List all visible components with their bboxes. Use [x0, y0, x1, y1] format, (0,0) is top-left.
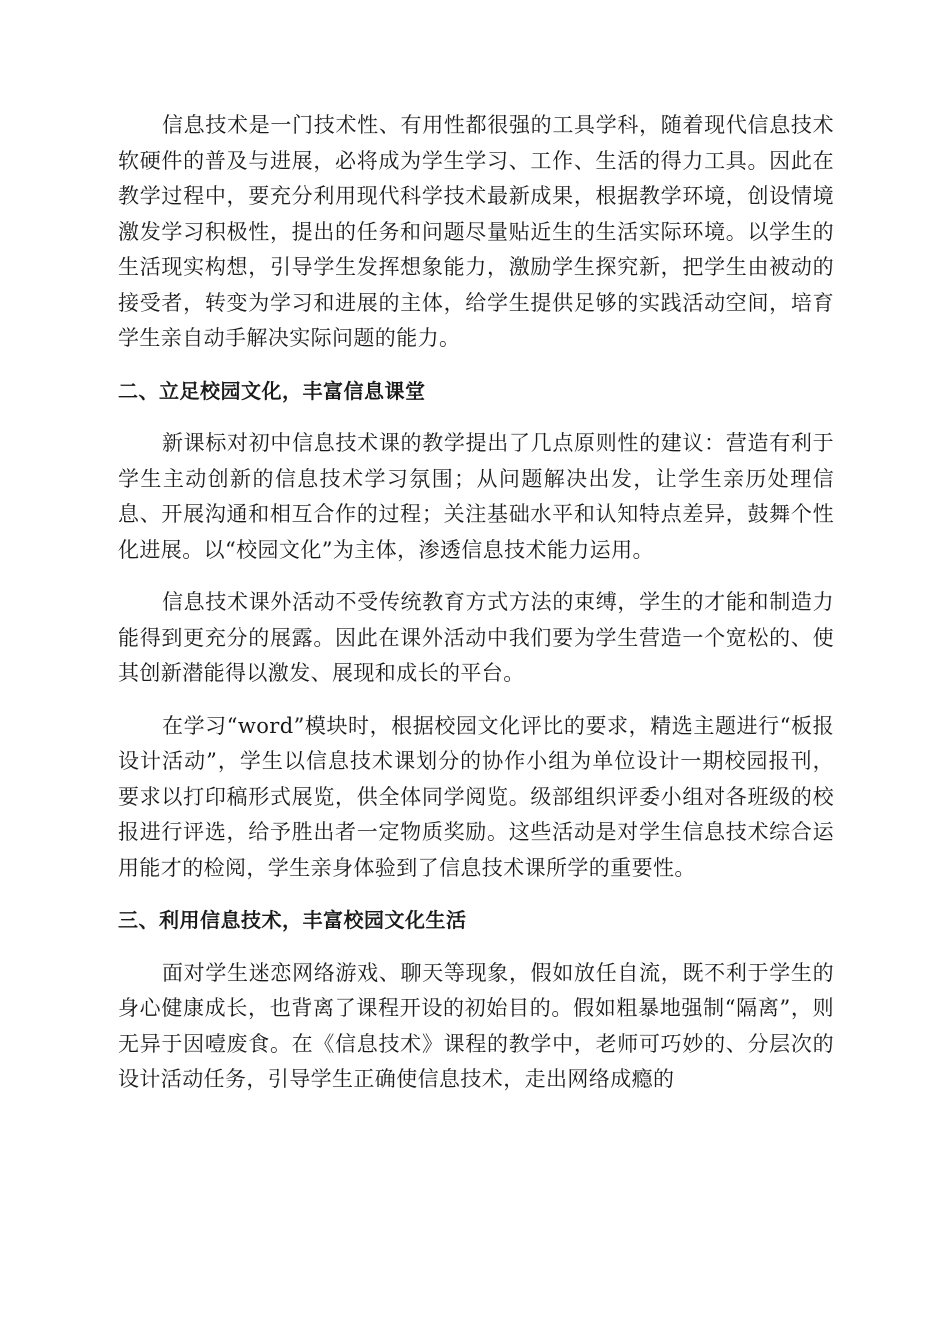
paragraph-word-module: 在学习“word”模块时，根据校园文化评比的要求，精选主题进行“板报设计活动”，学生以信息技术课划分的协作小组为单位设计一期校园报刊，要求以打印稿形式展览，供全体同学阅览。级部组织评委小组对各班级的校报进行评选，给予胜出者一定物质奖励。这些活动是对学生信息技术综合运用能才的检阅，学生亲身体验到了信息技术课所学的重要性。	[118, 713, 834, 880]
paragraph-online-games: 面对学生迷恋网络游戏、聊天等现象，假如放任自流，既不利于学生的身心健康成长，也背离了课程开设的初始目的。假如粗暴地强制“隔离”，则无异于因噎废食。在《信息技术》课程的教学中，老师可巧妙的、分层次的设计活动任务，引导学生正确使信息技术，走出网络成瘾的	[118, 960, 834, 1091]
paragraph-intro: 信息技术是一门技术性、有用性都很强的工具学科，随着现代信息技术软硬件的普及与进展，必将成为学生学习、工作、生活的得力工具。因此在教学过程中，要充分利用现代科学技术最新成果，根据教学环境，创设情境激发学习积极性，提出的任务和问题尽量贴近生的生活实际环境。以学生的生活现实构想，引导学生发挥想象能力，激励学生探究新，把学生由被动的接受者，转变为学习和进展的主体，给学生提供足够的实践活动空间，培育学生亲自动手解决实际问题的能力。	[118, 113, 834, 350]
paragraph-curriculum-standards: 新课标对初中信息技术课的教学提出了几点原则性的建议：营造有利于学生主动创新的信息技术学习氛围；从问题解决出发，让学生亲历处理信息、开展沟通和相互合作的过程；关注基础水平和认知特点差异，鼓舞个性化进展。以“校园文化”为主体，渗透信息技术能力运用。	[118, 431, 834, 562]
section-heading-2: 二、立足校园文化，丰富信息课堂	[118, 378, 426, 403]
paragraph-extracurricular: 信息技术课外活动不受传统教育方式方法的束缚，学生的才能和制造力能得到更充分的展露。因此在课外活动中我们要为学生营造一个宽松的、使其创新潜能得以激发、展现和成长的平台。	[118, 590, 834, 685]
section-heading-3: 三、利用信息技术，丰富校园文化生活	[118, 908, 467, 932]
document-page	[118, 108, 834, 1115]
